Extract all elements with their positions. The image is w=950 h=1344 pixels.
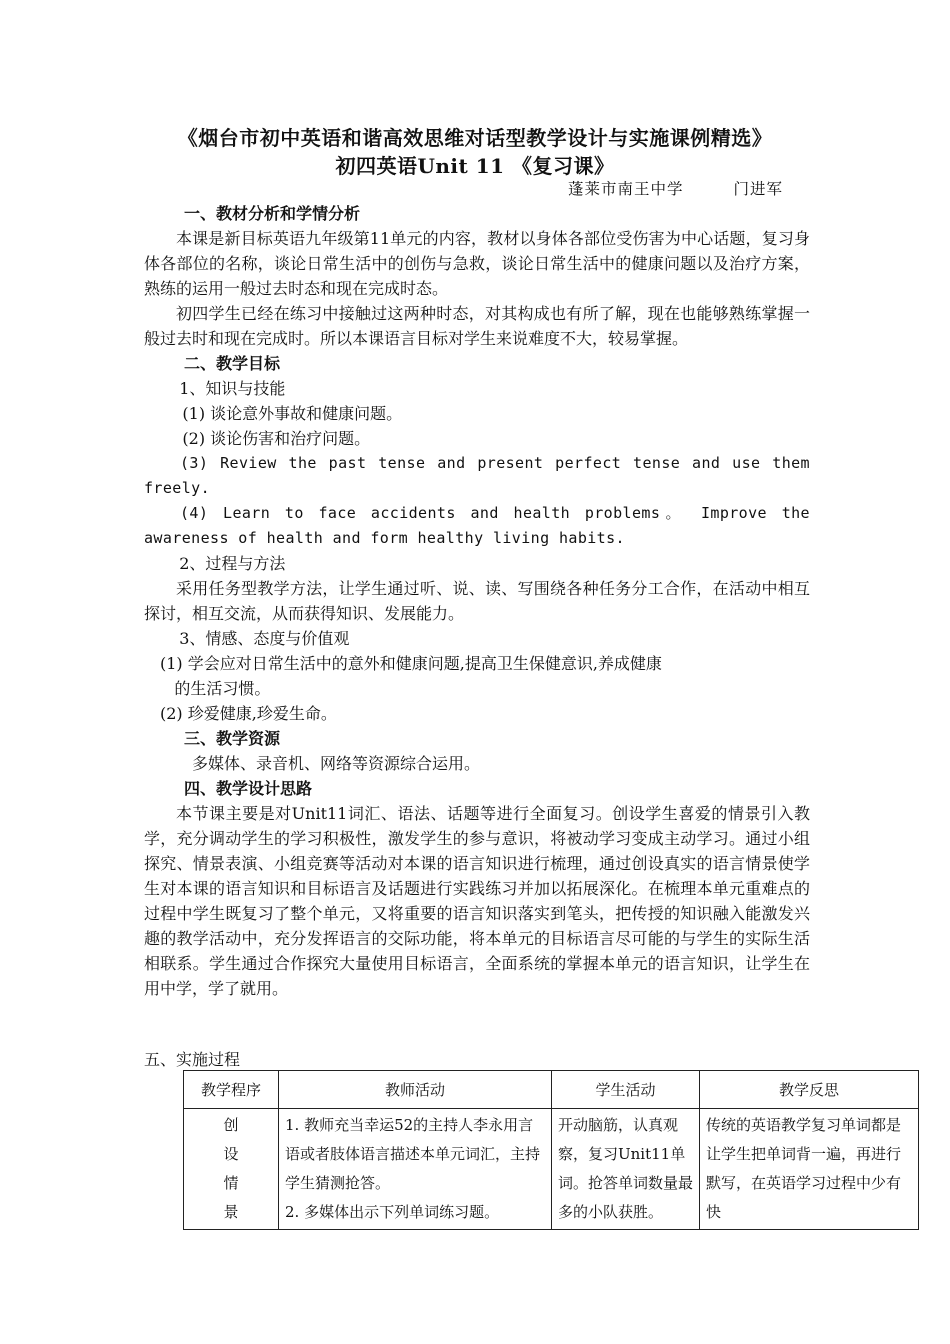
paragraph-design: 本节课主要是对Unit11词汇、语法、话题等进行全面复习。创设学生喜爱的情景引入教学，充分调动学生的学习积极性，激发学生的参与意识，将被动学习变成主动学习。通过小组探究、情景表演、小组竞赛等活动对本课的语言知识进行梳理，通过创设真实的语言情景使学生对本课的语言知识和目标语言及话题进行实践练习并加以拓展深化。在梳理本单元重难点的过程中学生既复习了整个单元，又将重要的语言知识落实到笔头，把传授的知识融入能激发兴趣的教学活动中，充分发挥语言的交际功能，将本单元的目标语言尽可能的与学生的实际生活相联系。学生通过合作探究大量使用目标语言，全面系统的掌握本单元的语言知识，让学生在用中学，学了就用。: [144, 804, 810, 998]
table-cell-teacher: 1. 教师充当幸运52的主持人李永用言语或者肢体语言描述本单元词汇，主持学生猜测抢答。 2. 多媒体出示下列单词练习题。: [279, 1109, 552, 1230]
objective-item-3: (3) Review the past tense and present perfect tense and use them: [180, 454, 810, 472]
objective-item-1: (1) 谈论意外事故和健康问题。: [182, 404, 403, 423]
subheading-method: 2、过程与方法: [179, 554, 286, 573]
paragraph-student-analysis: 初四学生已经在练习中接触过这两种时态，对其构成也有所了解，现在也能够熟练掌握一般过去时和现在完成时。所以本课语言目标对学生来说难度不大，较易掌握。: [144, 304, 810, 348]
section-heading-4: 四、教学设计思路: [184, 779, 313, 798]
objective-item-4-cont: awareness of health and form healthy living habits.: [144, 529, 625, 547]
objective-item-4: (4) Learn to face accidents and health problems。 Improve the: [180, 504, 810, 522]
table-header-row: [184, 1071, 919, 1109]
section-heading-3: 三、教学资源: [184, 729, 281, 748]
table-cell-reflection: 传统的英语教学复习单词都是让学生把单词背一遍，再进行默写，在英语学习过程中少有快: [700, 1109, 919, 1230]
implementation-table: [183, 1070, 919, 1230]
section-heading-1: 一、教材分析和学情分析: [184, 204, 361, 223]
table-header: 学生活动: [552, 1071, 700, 1109]
attitude-item-1-cont: 的生活习惯。: [174, 679, 271, 698]
section-heading-5: 五、实施过程: [144, 1050, 241, 1069]
table-row: [184, 1109, 919, 1230]
attitude-item-1: (1) 学会应对日常生活中的意外和健康问题,提高卫生保健意识,养成健康: [160, 654, 662, 673]
table-cell-step: 创 设 情 景: [184, 1109, 279, 1230]
table-header: 教学反思: [700, 1071, 919, 1109]
table-header: 教师活动: [279, 1071, 552, 1109]
paragraph-material-analysis: 本课是新目标英语九年级第11单元的内容，教材以身体各部位受伤害为中心话题，复习身体各部位的名称，谈论日常生活中的创伤与急救，谈论日常生活中的健康问题以及治疗方案， 熟练的运用一般过去时态和现在完成时态。: [144, 229, 810, 298]
school-name: 蓬莱市南王中学: [568, 180, 684, 198]
document-title: 《烟台市初中英语和谐高效思维对话型教学设计与实施课例精选》: [177, 126, 773, 150]
subheading-knowledge: 1、知识与技能: [179, 379, 286, 398]
section-heading-2: 二、教学目标: [184, 354, 281, 373]
objective-item-2: (2) 谈论伤害和治疗问题。: [182, 429, 371, 448]
table-header: 教学程序: [184, 1071, 279, 1109]
paragraph-method: 采用任务型教学方法，让学生通过听、说、读、写围绕各种任务分工合作，在活动中相互探讨，相互交流，从而获得知识、发展能力。: [144, 579, 810, 623]
table-cell-student: 开动脑筋，认真观察，复习Unit11单词。抢答单词数量最多的小队获胜。: [552, 1109, 700, 1230]
objective-item-3-cont: freely.: [144, 479, 211, 497]
author-name: 门进军: [733, 180, 784, 198]
document-body: [144, 201, 810, 1001]
subheading-attitude: 3、情感、态度与价值观: [179, 629, 350, 648]
attitude-item-2: (2) 珍爱健康,珍爱生命。: [160, 704, 337, 723]
document-subtitle: 初四英语Unit 11 《复习课》: [335, 154, 615, 178]
paragraph-resources: 多媒体、录音机、网络等资源综合运用。: [192, 754, 481, 773]
author-line: [568, 177, 783, 199]
